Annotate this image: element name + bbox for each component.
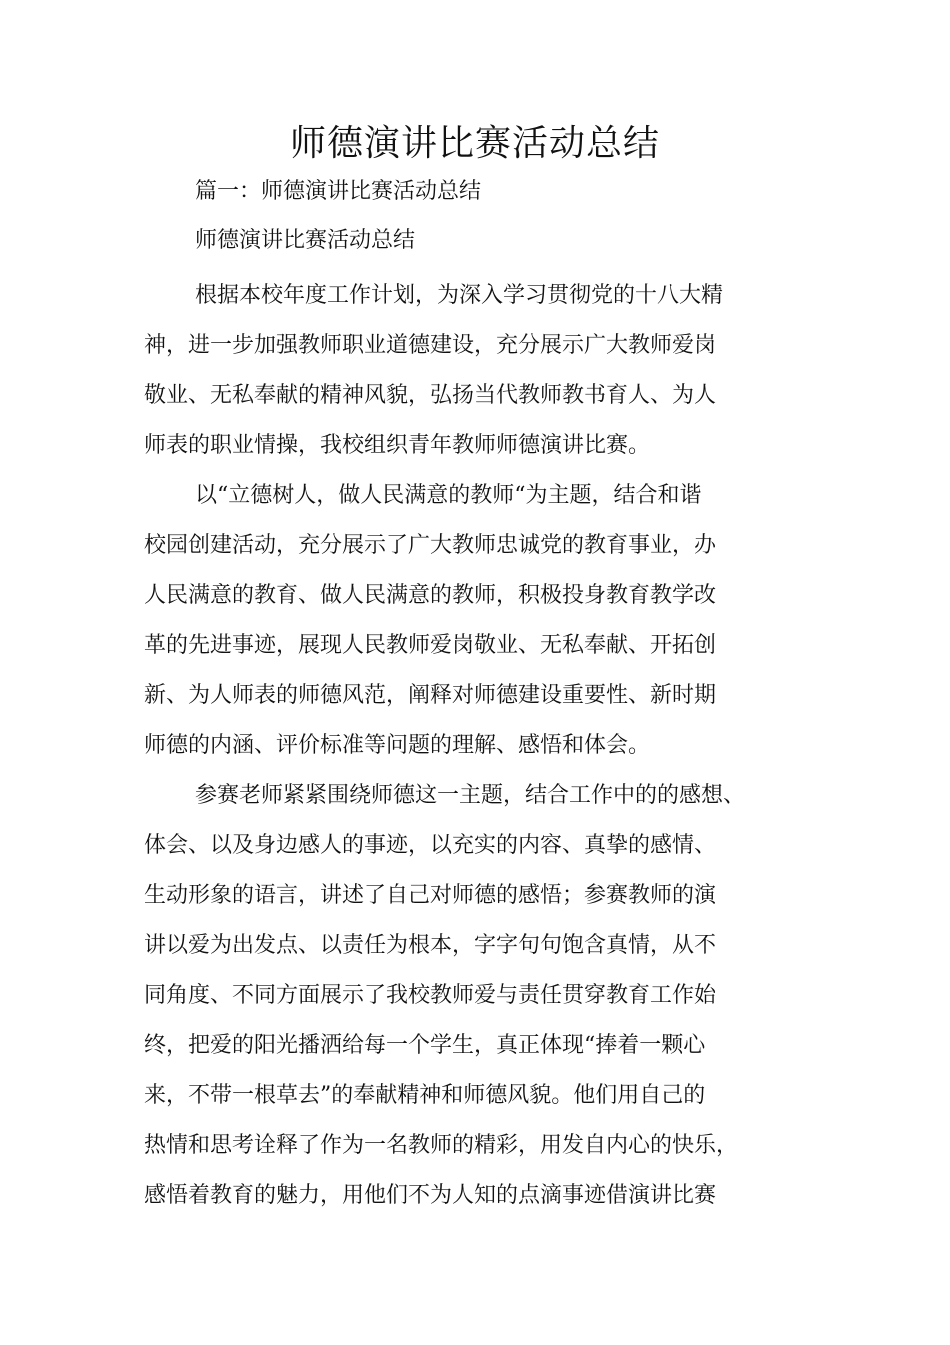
subheading-section-title: 师德演讲比赛活动总结 <box>195 228 416 253</box>
paragraph-2-line: 革的先进事迹，展现人民教师爱岗敬业、无私奉献、开拓创 <box>144 633 717 658</box>
paragraph-3-line: 同角度、不同方面展示了我校教师爱与责任贯穿教育工作始 <box>144 983 717 1008</box>
paragraph-3-line: 生动形象的语言，讲述了自己对师德的感悟；参赛教师的演 <box>144 883 717 908</box>
body-text <box>144 271 754 1221</box>
document-title: 师德演讲比赛活动总结 <box>289 123 660 164</box>
paragraph-3-line: 感悟着教育的魅力，用他们不为人知的点滴事迹借演讲比赛 <box>144 1183 717 1208</box>
paragraph-1-line: 神，进一步加强教师职业道德建设，充分展示广大教师爱岗 <box>144 333 717 358</box>
paragraph-3-line: 热情和思考诠释了作为一名教师的精彩，用发自内心的快乐， <box>144 1133 739 1158</box>
paragraph-3-line: 来，不带一根草去”的奉献精神和师德风貌。他们用自己的 <box>144 1083 706 1108</box>
paragraph-2-line: 校园创建活动，充分展示了广大教师忠诚党的教育事业，办 <box>144 533 717 558</box>
paragraph-3-line: 讲以爱为出发点、以责任为根本，字字句句饱含真情，从不 <box>144 933 717 958</box>
paragraph-2-line: 人民满意的教育、做人民满意的教师，积极投身教育教学改 <box>144 583 717 608</box>
paragraph-1-line: 师表的职业情操，我校组织青年教师师德演讲比赛。 <box>144 433 651 458</box>
paragraph-3-line: 参赛老师紧紧围绕师德这一主题，结合工作中的的感想、 <box>195 783 746 808</box>
paragraph-1-line: 根据本校年度工作计划，为深入学习贯彻党的十八大精 <box>195 283 724 308</box>
subheading-part-one: 篇一：师德演讲比赛活动总结 <box>195 179 482 204</box>
paragraph-3-line: 体会、以及身边感人的事迹，以充实的内容、真挚的感情、 <box>144 833 717 858</box>
paragraph-1-line: 敬业、无私奉献的精神风貌，弘扬当代教师教书育人、为人 <box>144 383 717 408</box>
paragraph-2-line: 新、为人师表的师德风范，阐释对师德建设重要性、新时期 <box>144 683 717 708</box>
paragraph-2-line: 师德的内涵、评价标准等问题的理解、感悟和体会。 <box>144 733 651 758</box>
paragraph-3-line: 终，把爱的阳光播洒给每一个学生，真正体现“捧着一颗心 <box>144 1033 706 1058</box>
paragraph-2-line: 以“立德树人，做人民满意的教师“为主题，结合和谐 <box>195 483 702 508</box>
